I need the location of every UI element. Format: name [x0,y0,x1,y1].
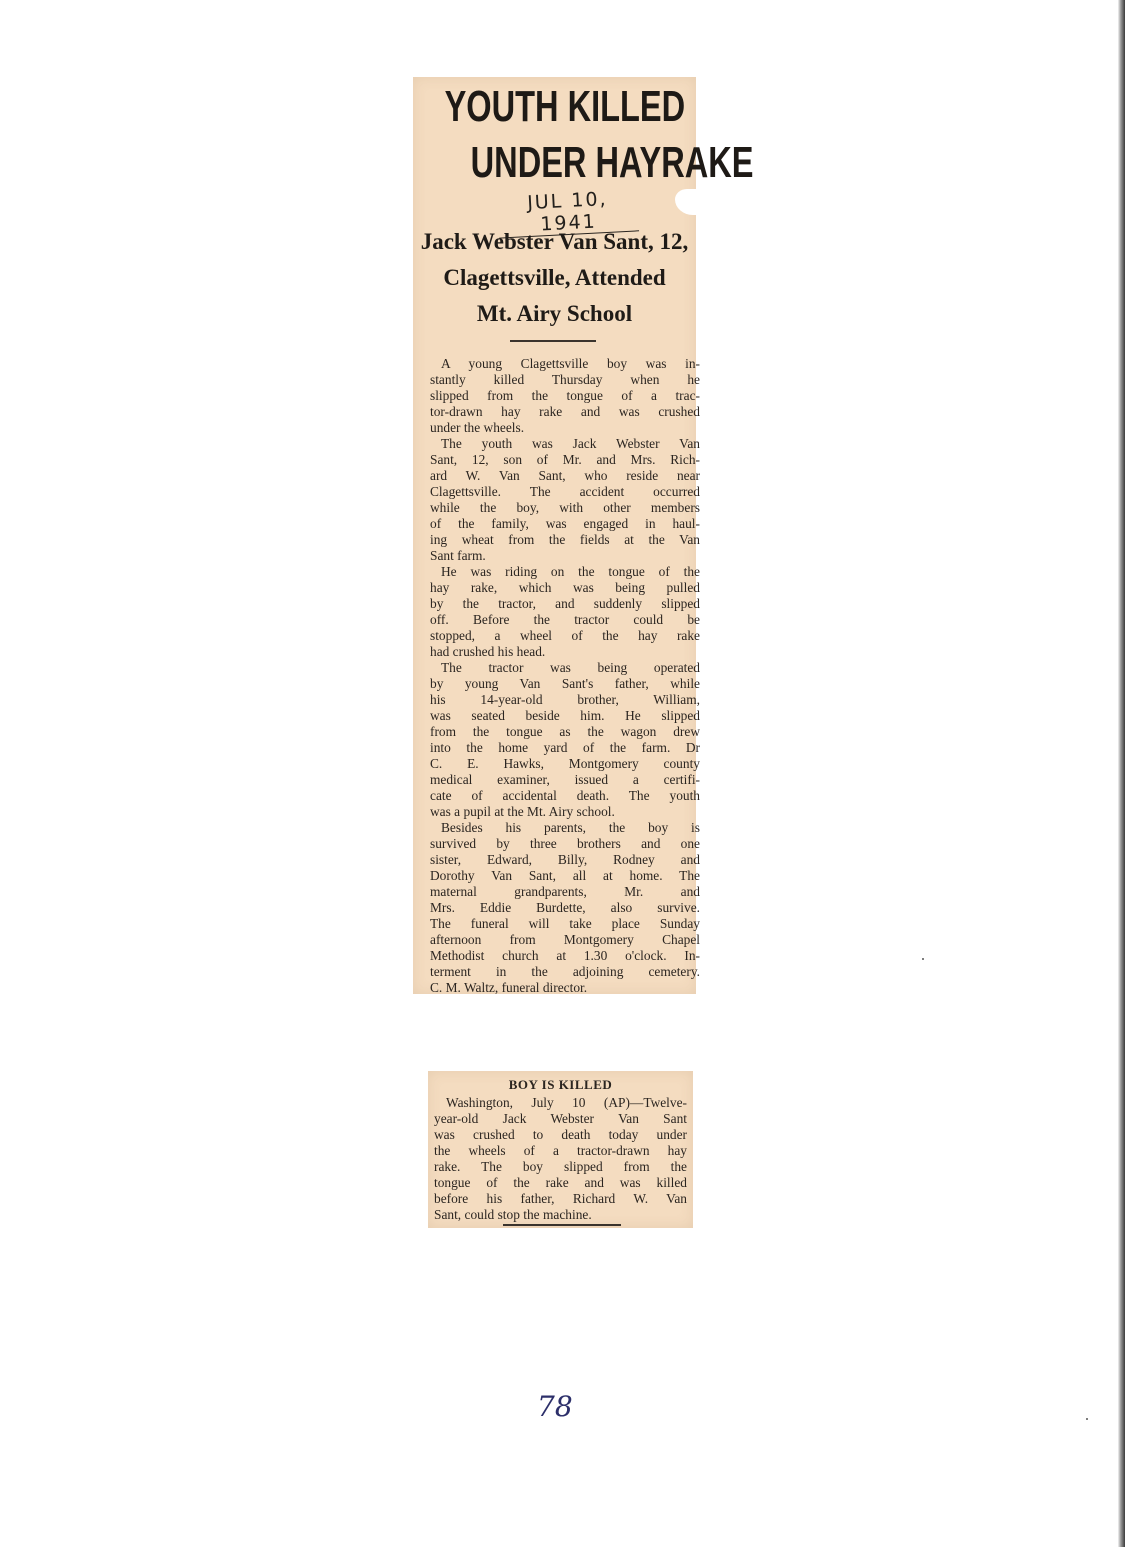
article-line: into the home yard of the farm. Dr [430,740,700,755]
subheadline-line-2: Clagettsville, Attended [443,265,666,290]
article-line: survived by three brothers and one [430,836,700,851]
article-line: ard W. Van Sant, who reside near [430,468,700,483]
article-line: stopped, a wheel of the hay rake [430,628,700,643]
ap-clipping-title: BOY IS KILLED [508,1077,613,1092]
article-line: of the family, was engaged in haul- [430,516,700,531]
article-line: maternal grandparents, Mr. and [430,884,700,899]
ap-article-line: was crushed to death today under [434,1127,687,1142]
article-line: had crushed his head. [430,644,546,659]
article-line: from the tongue as the wagon drew [430,724,700,739]
article-line: The youth was Jack Webster Van [441,436,700,451]
divider-rule [510,340,596,342]
article-line: tor-drawn hay rake and was crushed [430,404,700,419]
article-line: off. Before the tractor could be [430,612,700,627]
subheadline-line-1: Jack Webster Van Sant, 12, [420,229,689,254]
headline-line-1: YOUTH KILLED [444,82,686,131]
ap-divider-rule [503,1224,621,1226]
article-line: by young Van Sant's father, while [430,676,700,691]
ap-article-line: year-old Jack Webster Van Sant [434,1111,687,1126]
article-line: C. E. Hawks, Montgomery county [430,756,700,771]
ap-article-line: the wheels of a tractor-drawn hay [434,1143,687,1158]
newspaper-clipping-main [413,77,754,995]
article-line: Sant, 12, son of Mr. and Mrs. Rich- [430,452,700,467]
ap-article-line: rake. The boy slipped from the [434,1159,687,1174]
article-line: by the tractor, and suddenly slipped [430,596,700,611]
ap-article-line: tongue of the rake and was killed [434,1175,687,1190]
headline-line-2: UNDER HAYRAKE [470,138,754,187]
article-line: He was riding on the tongue of the [441,564,700,579]
newspaper-clipping-ap [428,1071,693,1228]
page-number: 78 [537,1390,573,1423]
article-line: stantly killed Thursday when he [430,372,700,387]
article-line: Methodist church at 1.30 o'clock. In- [430,948,700,963]
scan-speck [922,958,924,960]
article-line: was seated beside him. He slipped [430,708,700,723]
article-line: terment in the adjoining cemetery. [430,964,700,979]
article-line: his 14-year-old brother, William, [430,692,700,707]
ap-article-line: Washington, July 10 (AP)—Twelve- [446,1095,687,1110]
scan-speck [1086,1418,1088,1420]
article-line: The tractor was being operated [441,660,700,675]
article-line: Mrs. Eddie Burdette, also survive. [430,900,700,915]
article-line: while the boy, with other members [430,500,700,515]
article-line: cate of accidental death. The youth [430,788,700,803]
article-line: sister, Edward, Billy, Rodney and [430,852,700,867]
article-line: Besides his parents, the boy is [441,820,700,835]
article-line: under the wheels. [430,420,525,435]
article-line: hay rake, which was being pulled [430,580,700,595]
article-line: afternoon from Montgomery Chapel [430,932,700,947]
article-line: Sant farm. [430,548,486,563]
scanner-page-edge [1118,0,1125,1547]
article-line: Clagettsville. The accident occurred [430,484,700,499]
article-line: slipped from the tongue of a trac- [430,388,700,403]
ap-article-line: before his father, Richard W. Van [434,1191,687,1206]
article-line: medical examiner, issued a certifi- [430,772,700,787]
article-line: The funeral will take place Sunday [430,916,700,931]
article-line: C. M. Waltz, funeral director. [430,980,588,995]
ap-article-line: Sant, could stop the machine. [434,1207,592,1222]
handwritten-date: JUL 10, 1941 [497,186,639,238]
article-line: ing wheat from the fields at the Van [430,532,700,547]
subheadline-line-3: Mt. Airy School [476,301,633,326]
article-line: A young Clagettsville boy was in- [441,356,700,371]
article-line: was a pupil at the Mt. Airy school. [430,804,615,819]
torn-corner [675,189,705,215]
article-line: Dorothy Van Sant, all at home. The [430,868,700,883]
